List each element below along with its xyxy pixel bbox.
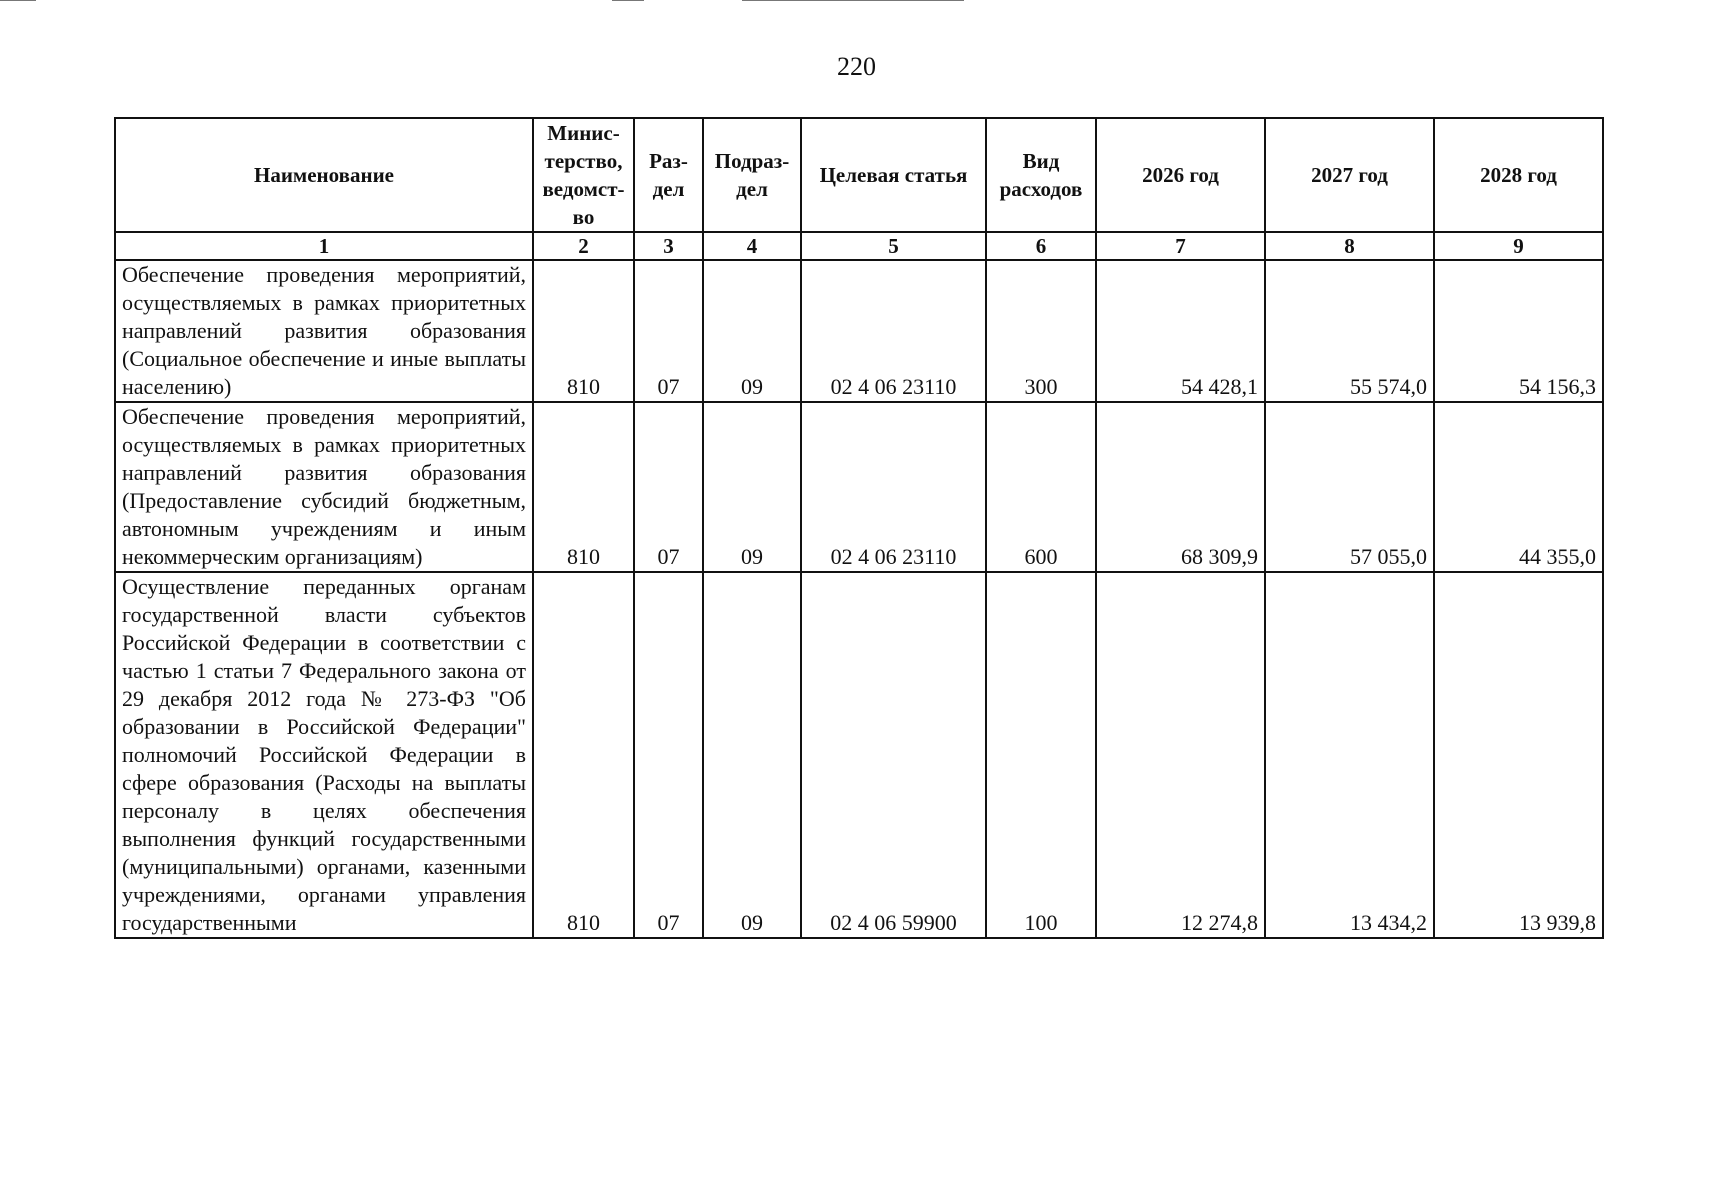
row-target-article: 02 4 06 23110	[801, 260, 986, 402]
column-number: 3	[634, 232, 703, 260]
row-section: 07	[634, 402, 703, 572]
row-value-2027: 57 055,0	[1265, 402, 1434, 572]
page-number: 220	[837, 52, 876, 81]
table-row	[115, 572, 1603, 938]
header-target-article: Целевая статья	[801, 118, 986, 232]
column-number: 4	[703, 232, 801, 260]
header-2026: 2026 год	[1096, 118, 1265, 232]
row-value-2026: 68 309,9	[1096, 402, 1265, 572]
table-row	[115, 402, 1603, 572]
column-number: 9	[1434, 232, 1603, 260]
scan-artifact-line-mid	[612, 0, 644, 1]
row-value-2028: 13 939,8	[1434, 572, 1603, 938]
header-row	[115, 118, 1603, 232]
row-value-2027: 55 574,0	[1265, 260, 1434, 402]
scan-artifact-line-right	[742, 0, 964, 1]
header-section: Раз-дел	[634, 118, 703, 232]
row-name: Обеспечение проведения мероприятий, осуществляемых в рамках приоритетных направлений развития образования (Социальное обеспечение и иные выплаты населению)	[115, 260, 533, 402]
column-number: 2	[533, 232, 634, 260]
header-2028: 2028 год	[1434, 118, 1603, 232]
row-value-2028: 54 156,3	[1434, 260, 1603, 402]
row-target-article: 02 4 06 59900	[801, 572, 986, 938]
row-name: Осуществление переданных органам государственной власти субъектов Российской Федерации в соответствии с частью 1 статьи 7 Федерального закона от 29 декабря 2012 года № 273-ФЗ "Об образовании в Российской Федерации" полномочий Российской Федерации в сфере образования (Расходы на выплаты персоналу в целях обеспечения выполнения функций государственными (муниципальными) органами, казенными учреждениями, органами управления государственными	[115, 572, 533, 938]
column-number: 8	[1265, 232, 1434, 260]
column-number: 1	[115, 232, 533, 260]
row-value-2026: 12 274,8	[1096, 572, 1265, 938]
header-expense-type: Вид расходов	[986, 118, 1096, 232]
table-row	[115, 260, 1603, 402]
column-number: 6	[986, 232, 1096, 260]
column-number-row	[115, 232, 1603, 260]
row-value-2026: 54 428,1	[1096, 260, 1265, 402]
header-subsection: Подраз-дел	[703, 118, 801, 232]
row-section: 07	[634, 572, 703, 938]
row-ministry: 810	[533, 260, 634, 402]
row-target-article: 02 4 06 23110	[801, 402, 986, 572]
column-number: 7	[1096, 232, 1265, 260]
row-value-2027: 13 434,2	[1265, 572, 1434, 938]
budget-table	[114, 117, 1604, 939]
row-value-2028: 44 355,0	[1434, 402, 1603, 572]
row-subsection: 09	[703, 572, 801, 938]
row-expense-type: 600	[986, 402, 1096, 572]
column-number: 5	[801, 232, 986, 260]
row-subsection: 09	[703, 402, 801, 572]
row-name: Обеспечение проведения мероприятий, осуществляемых в рамках приоритетных направлений развития образования (Предоставление субсидий бюджетным, автономным учреждениям и иным некоммерческим организациям)	[115, 402, 533, 572]
header-ministry: Минис-терство, ведомст-во	[533, 118, 634, 232]
header-2027: 2027 год	[1265, 118, 1434, 232]
row-section: 07	[634, 260, 703, 402]
header-name: Наименование	[115, 118, 533, 232]
row-ministry: 810	[533, 402, 634, 572]
row-subsection: 09	[703, 260, 801, 402]
row-expense-type: 100	[986, 572, 1096, 938]
row-ministry: 810	[533, 572, 634, 938]
scan-artifact-line-left	[0, 0, 36, 1]
row-expense-type: 300	[986, 260, 1096, 402]
